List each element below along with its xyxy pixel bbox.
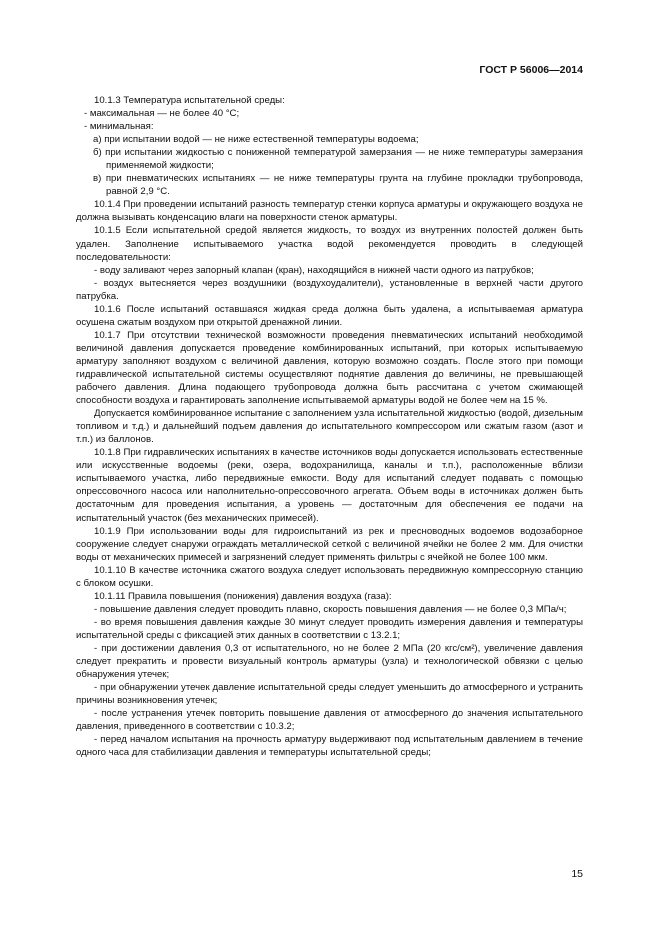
paragraph: - минимальная: [84,121,154,133]
paragraph: - при достижении давления 0,3 от испытательного, но не более 2 МПа (20 кгс/см²), увеличение давления следует прекратить и провести визуальный контроль арматуры (узла) и технологической обвязки с целью обнаружения утечек; [76,642,583,681]
document-header-code: ГОСТ Р 56006—2014 [479,64,583,76]
paragraph: Допускается комбинированное испытание с заполнением узла испытательной жидкостью (водой, дизельным топливом и т.д.) и дальнейший подъем давления до испытательного компрессором или сжатым газом (азот и т.п.) из баллонов. [76,408,583,446]
paragraph: 10.1.11 Правила повышения (понижения) давления воздуха (газа): [94,590,392,602]
paragraph: - после устранения утечек повторить повышение давления от атмосферного до значения испытательного давления, приведенного в соответствии с 10.3.2; [76,708,583,733]
document-body [76,94,583,759]
paragraph: - при обнаружении утечек давление испытательной среды следует уменьшить до атмосферного и устранить причины возникновения утечек; [76,682,583,707]
paragraph: - во время повышения давления каждые 30 минут следует проводить измерения давления и температуры испытательной среды с фиксацией этих данных в соответствии с 13.2.1; [76,616,583,641]
paragraph: б) при испытании жидкостью с пониженной температурой замерзания — не ниже температуры замерзания применяемой жидкости; [93,147,583,172]
paragraph: 10.1.8 При гидравлических испытаниях в качестве источников воды допускается использовать естественные или искусственные водоемы (реки, озера, водохранилища, каналы и т.п.), расположенные вблизи испытываемого участка, либо передвижные емкости. Воду для испытаний следует подавать с помощью опрессовочного насоса или наполнительно-опрессовочного агрегата. Объем воды в источниках должен быть достаточным для проведения испытания, а уровень — достаточным для обеспечения ее подачи на испытательный участок (без механических примесей). [76,447,583,524]
paragraph: - максимальная — не более 40 °С; [84,108,240,120]
page-number: 15 [571,868,583,880]
paragraph: 10.1.5 Если испытательной средой является жидкость, то воздух из внутренних полостей должен быть удален. Заполнение испытываемого участка водой рекомендуется проводить в следующей последовательности: [76,225,583,263]
paragraph: 10.1.7 При отсутствии технической возможности проведения пневматических испытаний необходимой величиной давления допускается проведение комбинированных испытаний, при которых испытываемую арматуру заполняют воздухом с величиной давления, которую возможно создать. После этого при помощи гидравлической испытательной системы осуществляют поднятие давления до величины, не превышающей рабочего давления. Длина подающего трубопровода должна быть рассчитана с учетом сжимающей способности воздуха и гарантировать заполнение испытываемой арматуры водой не более чем на 15 %. [76,329,583,407]
paragraph: 10.1.10 В качестве источника сжатого воздуха следует использовать передвижную компрессорную станцию с блоком осушки. [76,564,583,589]
paragraph: а) при испытании водой — не ниже естественной температуры водоема; [93,134,419,146]
paragraph: - воду заливают через запорный клапан (кран), находящийся в нижней части одного из патрубков; [94,264,534,276]
paragraph: в) при пневматических испытаниях — не ниже температуры грунта на глубине прокладки трубопровода, равной 2,9 °С. [93,173,583,198]
paragraph: 10.1.4 При проведении испытаний разность температур стенки корпуса арматуры и окружающего воздуха не должна вызывать конденсацию влаги на поверхности стенок арматуры. [76,199,583,224]
paragraph: - воздух вытесняется через воздушники (воздухоудалители), установленные в верхней части другого патрубка. [76,277,583,302]
paragraph: - повышение давления следует проводить плавно, скорость повышения давления — не более 0,3 МПа/ч; [94,603,567,615]
paragraph: 10.1.9 При использовании воды для гидроиспытаний из рек и пресноводных водоемов водозаборное сооружение следует снаружи ограждать металлической сеткой с величиной ячейки не более 2 мм. Для очистки воды от механических примесей и загрязнений следует применять фильтры с ячейкой не более 100 мкм. [76,525,583,563]
paragraph: 10.1.6 После испытаний оставшаяся жидкая среда должна быть удалена, а испытываемая арматура осушена сжатым воздухом при открытой дренажной линии. [76,303,583,328]
paragraph: - перед началом испытания на прочность арматуру выдерживают под испытательным давлением в течение одного часа для стабилизации давления и температуры испытательной среды; [76,734,583,759]
paragraph: 10.1.3 Температура испытательной среды: [94,95,285,106]
